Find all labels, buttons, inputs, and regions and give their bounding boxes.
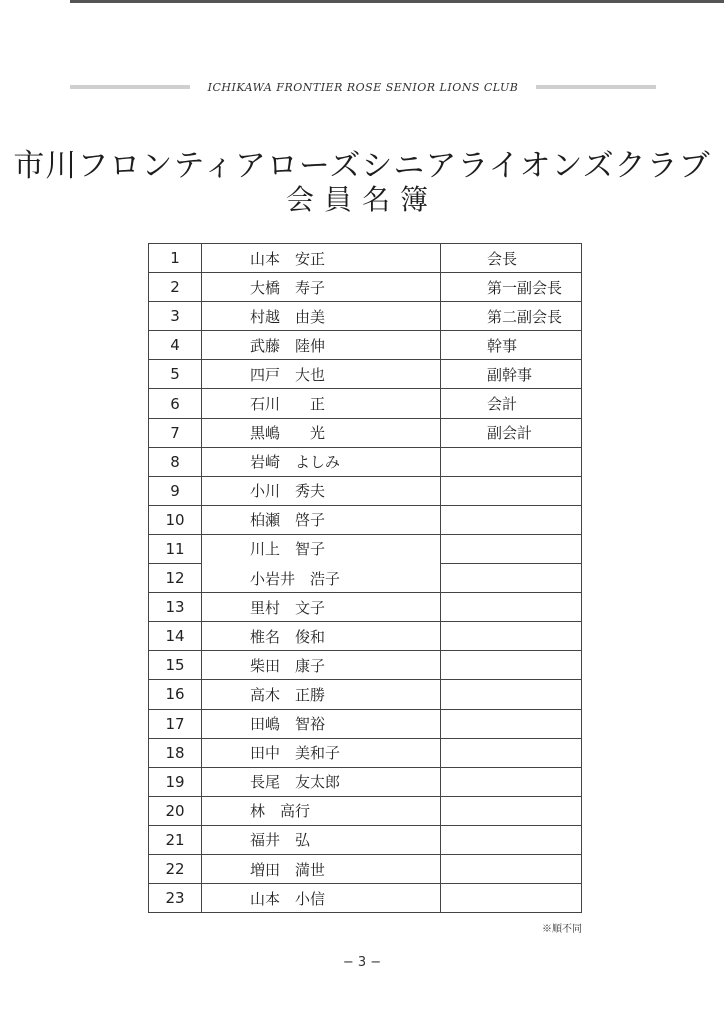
header-rule-left	[70, 85, 190, 89]
member-row	[149, 854, 582, 883]
member-name: 柏瀬 啓子	[202, 505, 441, 534]
member-row	[149, 418, 582, 447]
member-row	[149, 709, 582, 738]
member-row	[149, 884, 582, 913]
member-name: 村越 由美	[202, 302, 441, 331]
member-name: 大橋 寿子	[202, 273, 441, 302]
member-role	[441, 593, 582, 622]
member-row	[149, 476, 582, 505]
member-name: 小岩井 浩子	[202, 564, 441, 593]
order-note: ※順不同	[542, 924, 582, 935]
member-name: 川上 智子	[202, 534, 441, 563]
member-number: 19	[149, 767, 202, 796]
member-name: 柴田 康子	[202, 651, 441, 680]
member-number: 15	[149, 651, 202, 680]
page-title: 市川フロンティアローズシニアライオンズクラブ	[13, 148, 711, 184]
member-role	[441, 476, 582, 505]
member-name: 小川 秀夫	[202, 476, 441, 505]
member-number: 3	[149, 302, 202, 331]
member-number: 6	[149, 389, 202, 418]
member-number: 22	[149, 854, 202, 883]
member-roster-table	[148, 243, 582, 913]
member-row	[149, 331, 582, 360]
member-name: 増田 満世	[202, 854, 441, 883]
member-row	[149, 360, 582, 389]
member-name: 四戸 大也	[202, 360, 441, 389]
member-role: 会長	[441, 244, 582, 273]
member-role	[441, 651, 582, 680]
member-row	[149, 302, 582, 331]
member-role	[441, 534, 582, 563]
member-name: 長尾 友太郎	[202, 767, 441, 796]
member-number: 8	[149, 447, 202, 476]
member-name: 岩崎 よしみ	[202, 447, 441, 476]
member-row	[149, 564, 582, 593]
member-role: 幹事	[441, 331, 582, 360]
member-number: 5	[149, 360, 202, 389]
member-name: 田中 美和子	[202, 738, 441, 767]
member-name: 里村 文子	[202, 593, 441, 622]
member-name: 林 高行	[202, 796, 441, 825]
page-number: − 3 −	[342, 955, 382, 970]
member-role	[441, 738, 582, 767]
member-number: 14	[149, 622, 202, 651]
member-row	[149, 825, 582, 854]
member-role	[441, 680, 582, 709]
member-number: 18	[149, 738, 202, 767]
member-name: 椎名 俊和	[202, 622, 441, 651]
member-number: 9	[149, 476, 202, 505]
member-number: 13	[149, 593, 202, 622]
member-role: 副幹事	[441, 360, 582, 389]
member-role	[441, 825, 582, 854]
member-name: 山本 安正	[202, 244, 441, 273]
member-name: 黒嶋 光	[202, 418, 441, 447]
member-role: 第一副会長	[441, 273, 582, 302]
member-number: 21	[149, 825, 202, 854]
member-role	[441, 767, 582, 796]
member-row	[149, 389, 582, 418]
member-number: 23	[149, 884, 202, 913]
member-number: 17	[149, 709, 202, 738]
member-role	[441, 709, 582, 738]
member-row	[149, 651, 582, 680]
member-role: 第二副会長	[441, 302, 582, 331]
member-role	[441, 564, 582, 593]
header-rule-right	[536, 85, 656, 89]
page-subtitle: 会員名簿	[285, 183, 438, 216]
member-row	[149, 680, 582, 709]
member-number: 7	[149, 418, 202, 447]
member-number: 11	[149, 534, 202, 563]
member-number: 1	[149, 244, 202, 273]
member-row	[149, 738, 582, 767]
member-name: 山本 小信	[202, 884, 441, 913]
club-english-name: ICHIKAWA FRONTIER ROSE SENIOR LIONS CLUB	[207, 80, 519, 94]
member-role	[441, 884, 582, 913]
page-top-edge	[70, 0, 724, 3]
member-role: 会計	[441, 389, 582, 418]
member-number: 4	[149, 331, 202, 360]
member-number: 2	[149, 273, 202, 302]
member-row	[149, 505, 582, 534]
member-row	[149, 244, 582, 273]
member-role	[441, 622, 582, 651]
member-name: 田嶋 智裕	[202, 709, 441, 738]
member-name: 福井 弘	[202, 825, 441, 854]
member-row	[149, 534, 582, 563]
member-row	[149, 767, 582, 796]
member-row	[149, 447, 582, 476]
member-number: 12	[149, 564, 202, 593]
member-role	[441, 796, 582, 825]
member-role	[441, 505, 582, 534]
member-number: 10	[149, 505, 202, 534]
member-name: 石川 正	[202, 389, 441, 418]
member-role	[441, 447, 582, 476]
member-number: 20	[149, 796, 202, 825]
member-role: 副会計	[441, 418, 582, 447]
member-name: 武藤 陸伸	[202, 331, 441, 360]
member-role	[441, 854, 582, 883]
club-header-band	[70, 80, 656, 94]
member-row	[149, 622, 582, 651]
member-roster-body	[149, 244, 582, 913]
member-row	[149, 796, 582, 825]
member-number: 16	[149, 680, 202, 709]
member-row	[149, 273, 582, 302]
member-name: 高木 正勝	[202, 680, 441, 709]
member-row	[149, 593, 582, 622]
